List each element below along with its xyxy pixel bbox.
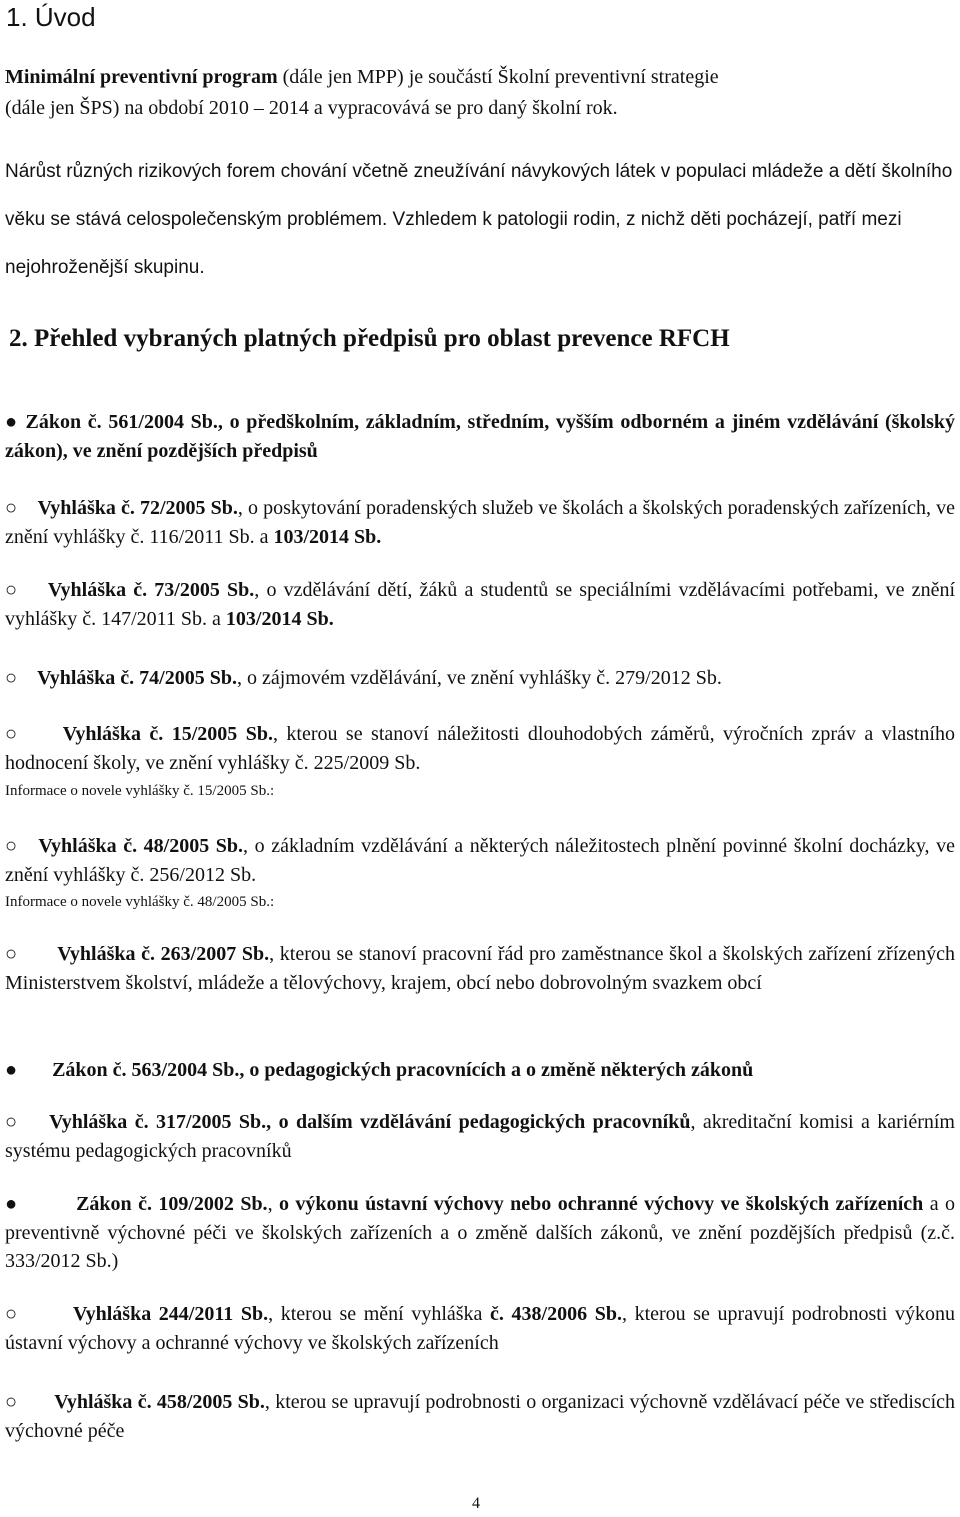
regulation-item [5, 494, 955, 551]
item-bold: Vyhláška č. 74/2005 Sb. [37, 667, 237, 689]
item-rest: , o základním vzdělávání a některých náležitostech plnění povinné školní docházky, ve znění vyhlášky č. 256/2012 Sb. [5, 835, 956, 886]
item-rest: , o poskytování poradenských služeb ve školách a školských poradenských zařízeních, ve znění vyhlášky č. 116/2011 Sb. a [5, 497, 956, 548]
item-bullet: ○ [5, 723, 21, 745]
item-bullet: ● [5, 1193, 19, 1215]
item-bullet: ○ [5, 579, 20, 601]
item-rest: , akreditační komisi a kariérním systému pedagogických pracovníků [5, 1111, 955, 1162]
regulation-item [5, 1056, 955, 1085]
section-heading-regulations: 2. Přehled vybraných platných předpisů pro oblast prevence RFCH [9, 325, 730, 352]
item-bullet: ○ [5, 1303, 20, 1325]
item-bold: Vyhláška č. 48/2005 Sb. [38, 835, 244, 857]
item-bold2: o výkonu ústavní výchovy nebo ochranné výchovy ve školských zařízeních [278, 1193, 924, 1215]
regulation-item [5, 720, 955, 777]
item-bold: Vyhláška č. 15/2005 Sb. [62, 723, 273, 745]
regulation-item [5, 1300, 955, 1357]
item-bold: Zákon č. 561/2004 Sb., o předškolním, základním, středním, vyšším odborném a jiném vzdělávání (školský zákon), ve znění pozdějších předpisů [5, 411, 956, 462]
item-bullet: ● [5, 1059, 18, 1081]
item-bullet: ○ [5, 943, 18, 965]
regulation-item [5, 1388, 955, 1445]
item-rest: , kterou se mění vyhláška [268, 1303, 491, 1325]
item-bold2: 103/2014 Sb. [273, 525, 382, 548]
item-bold: Vyhláška č. 73/2005 Sb. [47, 579, 255, 601]
intro-line2: (dále jen ŠPS) na období 2010 – 2014 a vypracovává se pro daný školní rok. [5, 96, 618, 119]
item-rest: , o vzdělávání dětí, žáků a studentů se speciálními vzdělávacími potřebami, ve znění vyhlášky č. 147/2011 Sb. a [5, 579, 955, 630]
item-bullet: ○ [5, 1111, 20, 1133]
item-rest: , kterou se upravují podrobnosti o organizaci výchovně vzdělávací péče ve střediscích výchovné péče [5, 1391, 956, 1442]
item-bold: Zákon č. 109/2002 Sb. [76, 1193, 268, 1215]
regulation-item [5, 1108, 955, 1165]
item-bold: Vyhláška č. 72/2005 Sb. [37, 497, 238, 519]
regulation-item [5, 1190, 955, 1276]
note-text: Informace o novele vyhlášky č. 15/2005 Sb.: [5, 783, 275, 799]
regulation-item [5, 832, 955, 889]
intro-paragraph-2: Nárůst různých rizikových forem chování včetně zneužívání návykových látek v populaci mládeže a dětí školního věku se stává celospolečenským problémem. Vzhledem k patologii rodin, z nichž děti pocházejí, patří mezi nejohroženější skupinu. [5, 161, 953, 278]
item-bold: Vyhláška 244/2011 Sb. [73, 1303, 269, 1325]
item-bullet: ○ [5, 667, 18, 689]
item-bold: Vyhláška č. 317/2005 Sb., o dalším vzdělávání pedagogických pracovníků [49, 1111, 691, 1133]
item-bold2: č. 438/2006 Sb. [490, 1303, 622, 1325]
item-bullet: ○ [5, 835, 19, 857]
item-rest2: a o preventivně výchovné péči ve školských zařízeních a o změně dalších zákonů, ve znění pozdějších předpisů (z.č. 333/2012 Sb.) [5, 1193, 955, 1272]
note-text: Informace o novele vyhlášky č. 48/2005 Sb.: [5, 894, 275, 910]
section-heading-intro: 1. Úvod [6, 2, 96, 32]
item-rest: , [267, 1193, 279, 1215]
page-number: 4 [472, 1495, 480, 1512]
item-bold: Vyhláška č. 458/2005 Sb. [54, 1391, 265, 1413]
regulation-item [5, 576, 955, 633]
item-bullet: ● [5, 411, 19, 433]
intro-term: Minimální preventivní program [5, 66, 278, 88]
item-bullet: ○ [5, 497, 18, 519]
item-rest2: , kterou se upravují podrobnosti výkonu ústavní výchovy a ochranné výchovy ve školských zařízeních [5, 1303, 955, 1354]
item-rest: , o zájmovém vzdělávání, ve znění vyhlášky č. 279/2012 Sb. [236, 667, 722, 689]
intro-paragraph-1 [5, 62, 955, 123]
item-rest: , kterou se stanoví pracovní řád pro zaměstnance škol a školských zařízení zřízených Ministerstvem školství, mládeže a tělovýchovy, krajem, obcí nebo dobrovolným svazkem obcí [5, 943, 956, 994]
item-bold2: 103/2014 Sb. [225, 607, 334, 630]
item-rest: , kterou se stanoví náležitosti dlouhodobých záměrů, výročních zpráv a vlastního hodnocení školy, ve znění vyhlášky č. 225/2009 Sb. [5, 723, 955, 774]
regulation-item [5, 664, 955, 693]
item-bullet: ○ [5, 1391, 18, 1413]
regulation-item [5, 940, 955, 997]
item-bold: Zákon č. 563/2004 Sb., o pedagogických pracovnících a o změně některých zákonů [52, 1059, 754, 1081]
intro-line1-rest: (dále jen MPP) je součástí Školní preventivní strategie [277, 66, 719, 88]
item-bold: Vyhláška č. 263/2007 Sb. [57, 943, 270, 965]
regulation-item [5, 408, 955, 465]
